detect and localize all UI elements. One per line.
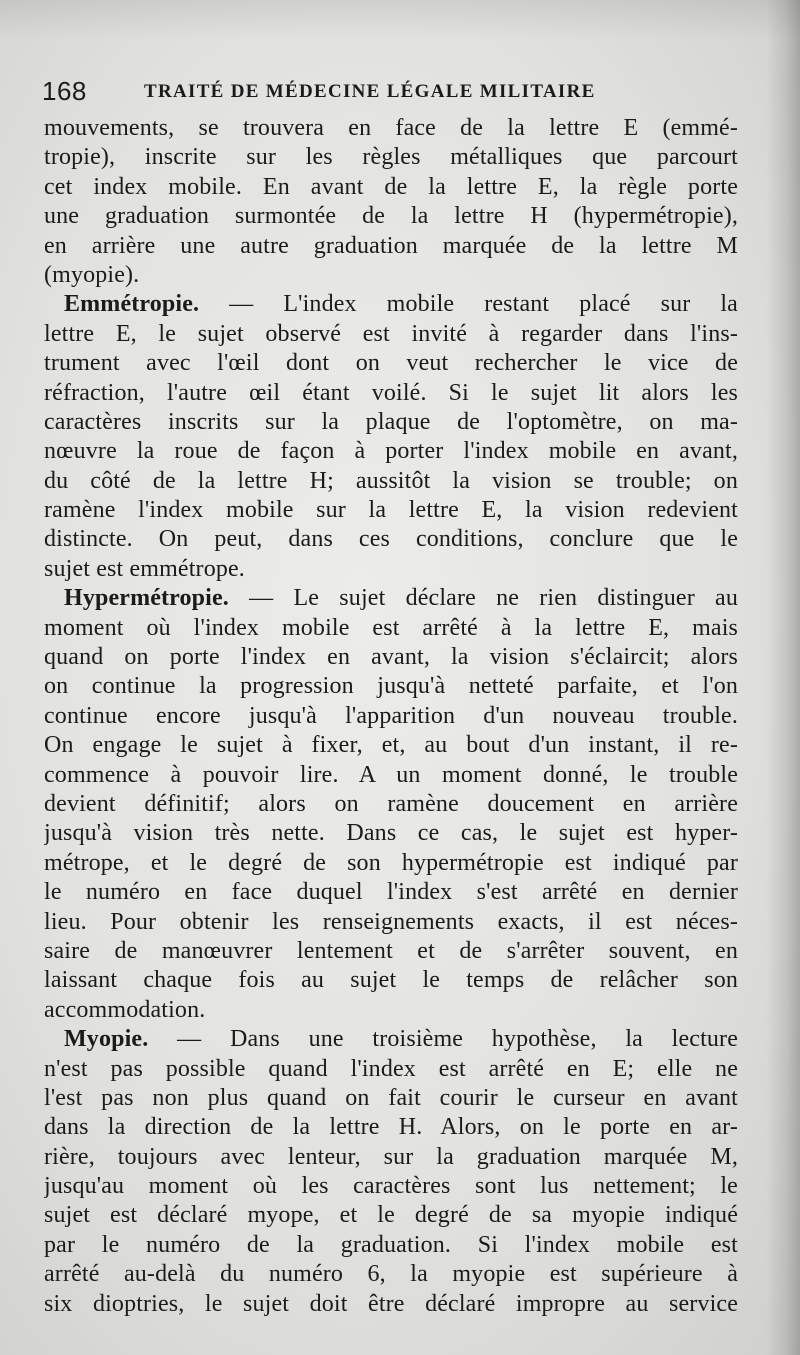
page-number: 168 xyxy=(42,76,87,106)
text-line: quand on porte l'index en avant, la vision s'éclaircit; alors xyxy=(44,644,738,671)
text-line: on continue la progression jusqu'à netteté parfaite, et l'on xyxy=(44,673,738,700)
text-line: jusqu'au moment où les caractères sont lus nettement; le xyxy=(44,1173,738,1200)
text-line xyxy=(44,1025,738,1054)
text-line: mouvements, se trouvera en face de la lettre E (emmé- xyxy=(44,115,738,141)
text-line: ramène l'index mobile sur la lettre E, la vision redevient xyxy=(44,497,738,524)
paragraph-myopie xyxy=(44,1025,738,1319)
text-line: continue encore jusqu'à l'apparition d'un nouveau trouble. xyxy=(44,702,738,729)
running-title: TRAITÉ DE MÉDECINE LÉGALE MILITAIRE xyxy=(144,81,596,102)
paragraph-hypermetropie xyxy=(44,584,738,1025)
text-line xyxy=(44,290,738,319)
text-line: jusqu'à vision très nette. Dans ce cas, le sujet est hyper- xyxy=(44,820,738,847)
body-text xyxy=(44,114,738,1319)
text-line: saire de manœuvrer lentement et de s'arrêter souvent, en xyxy=(44,937,738,964)
text-line: On engage le sujet à fixer, et, au bout d'un instant, il re- xyxy=(44,732,738,759)
text-line: sujet est emmétrope. xyxy=(44,555,245,582)
heading-line-text: — L'index mobile restant placé sur la xyxy=(199,291,738,318)
text-line: laissant chaque fois au sujet le temps de relâcher son xyxy=(44,967,738,994)
paragraph-emmetropie xyxy=(44,290,738,584)
text-line: n'est pas possible quand l'index est arrêté en E; elle ne xyxy=(44,1055,738,1082)
heading-line-text: — Le sujet déclare ne rien distinguer au xyxy=(228,585,738,612)
text-line: tropie), inscrite sur les règles métalliques que parcourt xyxy=(44,144,738,171)
text-line: par le numéro de la graduation. Si l'index mobile est xyxy=(44,1231,738,1258)
text-line xyxy=(44,584,738,613)
text-line: devient définitif; alors on ramène doucement en arrière xyxy=(44,790,738,817)
text-line: cet index mobile. En avant de la lettre E, la règle porte xyxy=(44,173,738,200)
section-heading-emmetropie: Emmétropie. xyxy=(64,291,200,318)
text-line: réfraction, l'autre œil étant voilé. Si le sujet lit alors les xyxy=(44,379,738,406)
text-line: caractères inscrits sur la plaque de l'optomètre, on ma- xyxy=(44,408,738,435)
text-line: arrêté au-delà du numéro 6, la myopie est supérieure à xyxy=(44,1261,738,1288)
text-line: du côté de la lettre H; aussitôt la vision se trouble; on xyxy=(44,467,738,494)
text-line: (myopie). xyxy=(44,261,140,288)
running-header xyxy=(42,74,742,108)
text-line: une graduation surmontée de la lettre H (hypermétropie), xyxy=(44,203,738,230)
text-line: en arrière une autre graduation marquée de la lettre M xyxy=(44,232,738,259)
text-line: nœuvre la roue de façon à porter l'index mobile en avant, xyxy=(44,438,738,465)
paragraph-continuation xyxy=(44,114,738,290)
text-line: sujet est déclaré myope, et le degré de sa myopie indiqué xyxy=(44,1202,738,1229)
page-shadow-gutter xyxy=(766,0,800,1355)
text-line: accommodation. xyxy=(44,996,206,1023)
heading-line-text: — Dans une troisième hypothèse, la lecture xyxy=(148,1026,738,1053)
text-line: moment où l'index mobile est arrêté à la lettre E, mais xyxy=(44,614,738,641)
text-line: commence à pouvoir lire. A un moment donné, le trouble xyxy=(44,761,738,788)
text-line: distincte. On peut, dans ces conditions, conclure que le xyxy=(44,526,738,553)
page-shadow-top xyxy=(0,0,800,40)
text-line: six dioptries, le sujet doit être déclaré impropre au service xyxy=(44,1290,738,1317)
section-heading-hypermetropie: Hypermétropie. xyxy=(64,585,229,612)
text-line: lettre E, le sujet observé est invité à regarder dans l'ins- xyxy=(44,320,738,347)
text-line: métrope, et le degré de son hypermétropie est indiqué par xyxy=(44,849,738,876)
text-line: rière, toujours avec lenteur, sur la graduation marquée M, xyxy=(44,1143,738,1170)
text-line: dans la direction de la lettre H. Alors, on le porte en ar- xyxy=(44,1114,738,1141)
text-line: l'est pas non plus quand on fait courir le curseur en avant xyxy=(44,1084,738,1111)
section-heading-myopie: Myopie. xyxy=(64,1026,149,1053)
text-line: lieu. Pour obtenir les renseignements exacts, il est néces- xyxy=(44,908,738,935)
text-line: trument avec l'œil dont on veut rechercher le vice de xyxy=(44,350,738,377)
text-line: le numéro en face duquel l'index s'est arrêté en dernier xyxy=(44,879,738,906)
